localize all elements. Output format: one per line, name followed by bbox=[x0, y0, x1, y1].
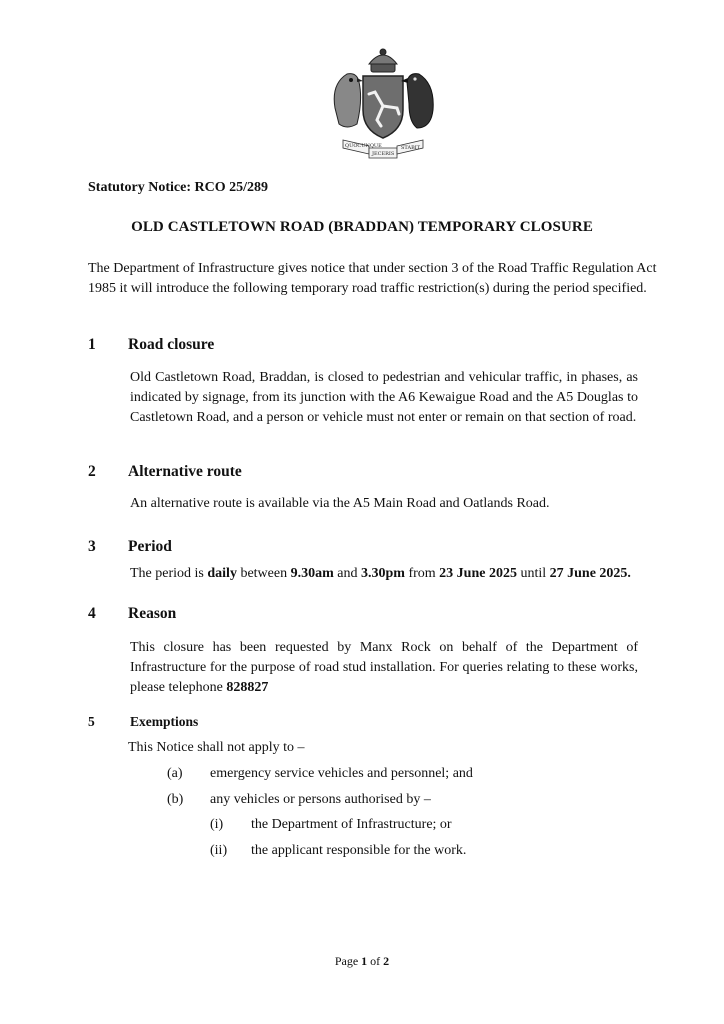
period-text-part: from bbox=[404, 566, 440, 581]
contact-telephone: 828827 bbox=[226, 680, 269, 695]
section-2-number: 2 bbox=[88, 463, 96, 480]
section-2-heading: Alternative route bbox=[128, 463, 242, 480]
period-text-part: and bbox=[333, 566, 361, 581]
crown-icon bbox=[369, 49, 397, 72]
section-4-heading: Reason bbox=[128, 605, 177, 622]
motto-right: STABIT bbox=[401, 145, 421, 151]
exemption-item-text: any vehicles or persons authorised by – bbox=[210, 792, 431, 807]
statutory-notice-reference: Statutory Notice: RCO 25/289 bbox=[88, 180, 269, 195]
of-word: of bbox=[367, 954, 384, 968]
section-3-number: 3 bbox=[88, 538, 96, 555]
section-1-text: Old Castletown Road, Braddan, is closed to pedestrian and vehicular traffic, in phases, as indicated by signage, from its junction with the A6 Kewaigue Road and the A5 Douglas to Castletown Road, and a person or vehicle must not enter or remain on that section of road. bbox=[130, 370, 638, 425]
exemption-subitem-text: the applicant responsible for the work. bbox=[251, 843, 467, 858]
period-start-date: 23 June 2025 bbox=[439, 566, 517, 581]
motto-middle: JECERIS bbox=[372, 151, 395, 157]
reason-text: This closure has been requested by Manx Rock on behalf of the Department of Infrastructure for the purpose of road stud installation. For queries relating to these works, please telephone bbox=[130, 640, 638, 695]
section-1-heading: Road closure bbox=[128, 336, 215, 353]
raven-icon bbox=[401, 74, 433, 128]
notice-title: OLD CASTLETOWN ROAD (BRADDAN) TEMPORARY CLOSURE bbox=[131, 219, 593, 235]
exemption-subitem-label: (i) bbox=[210, 817, 224, 832]
page-word: Page bbox=[334, 954, 362, 968]
exemptions-lead: This Notice shall not apply to – bbox=[128, 740, 305, 755]
section-1-number: 1 bbox=[88, 336, 96, 353]
period-text-part: The period is bbox=[130, 566, 208, 581]
section-4-text bbox=[130, 638, 638, 698]
isle-of-man-crest-emblem bbox=[323, 48, 443, 160]
exemption-subitem-text: the Department of Infrastructure; or bbox=[251, 817, 452, 832]
period-text-part: between bbox=[236, 566, 291, 581]
section-5-number: 5 bbox=[88, 714, 95, 729]
intro-paragraph: The Department of Infrastructure gives notice that under section 3 of the Road Traffic Regulation Act 1985 it will introduce the following temporary road traffic restriction(s) during the period specified. bbox=[88, 261, 657, 296]
period-text-part: until bbox=[516, 566, 550, 581]
page-current: 1 bbox=[361, 954, 368, 968]
motto-scroll bbox=[343, 140, 423, 158]
page-number-footer bbox=[0, 954, 724, 969]
section-5-heading: Exemptions bbox=[130, 714, 199, 729]
exemption-item-label: (a) bbox=[167, 766, 183, 781]
period-frequency: daily bbox=[207, 566, 237, 581]
section-2-text: An alternative route is available via the A5 Main Road and Oatlands Road. bbox=[130, 496, 550, 511]
exemption-item-text: emergency service vehicles and personnel; and bbox=[210, 766, 473, 781]
period-start-time: 9.30am bbox=[290, 566, 334, 581]
motto-left: QUOCUNQUE bbox=[345, 143, 382, 149]
exemption-subitem-label: (ii) bbox=[210, 843, 228, 858]
period-end-time: 3.30pm bbox=[361, 566, 405, 581]
page-total: 2 bbox=[383, 954, 390, 968]
section-3-heading: Period bbox=[128, 538, 172, 555]
falcon-icon bbox=[334, 74, 363, 127]
section-4-number: 4 bbox=[88, 605, 96, 622]
period-end-date: 27 June 2025. bbox=[549, 566, 631, 581]
section-3-text bbox=[130, 566, 631, 582]
exemption-item-label: (b) bbox=[167, 792, 184, 807]
